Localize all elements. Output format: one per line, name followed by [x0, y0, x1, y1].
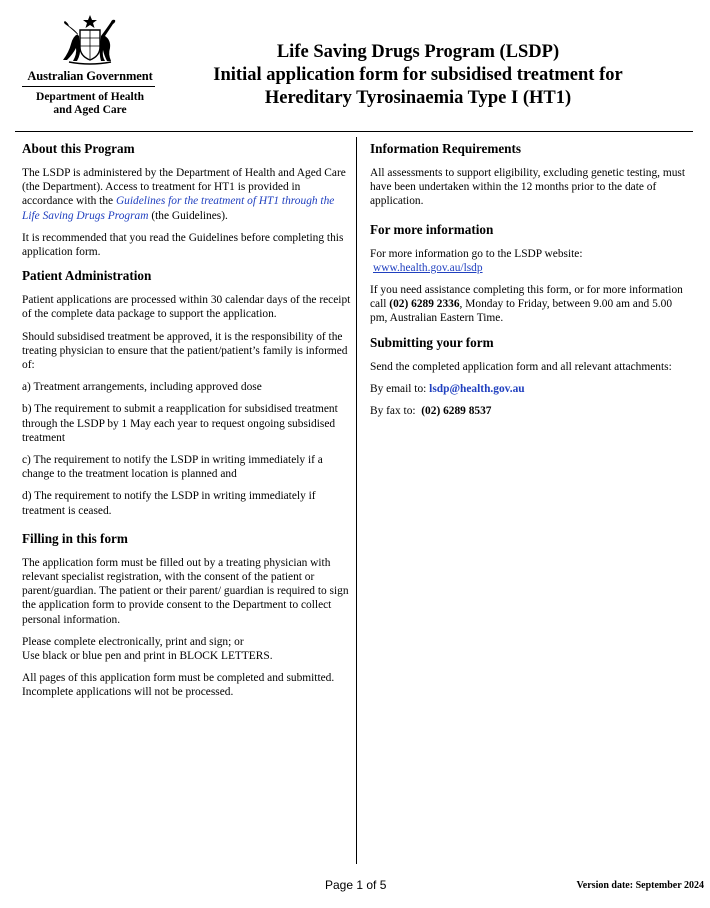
logo-divider	[22, 86, 155, 87]
about-heading: About this Program	[22, 141, 135, 156]
left-column	[22, 140, 352, 708]
government-name: Australian Government	[27, 69, 153, 83]
department-name	[20, 91, 160, 117]
guidelines-link[interactable]: Guidelines for the treatment of HT1 through the Life Saving Drugs Program	[22, 195, 335, 222]
info-requirements-heading: Information Requirements	[370, 141, 522, 156]
more-info-section	[370, 221, 685, 326]
header-divider	[15, 131, 693, 132]
about-section	[22, 140, 352, 259]
about-paragraph-1	[22, 166, 352, 223]
info-requirements-paragraph: All assessments to support eligibility, excluding genetic testing, must have been undertaken within the 12 months prior to the date of application.	[370, 167, 685, 208]
list-item: a) Treatment arrangements, including approved dose	[22, 381, 262, 394]
department-line-1: Department of Health	[36, 91, 144, 103]
email-line	[370, 382, 685, 396]
filling-paragraph-1: The application form must be filled out by a treating physician with relevant specialist registration, with the consent of the patient or parent/guardian. The patient or their parent/ guardian is required to sign the application form to provide consent to the Department to collect personal information.	[22, 556, 349, 626]
responsibility-list	[22, 380, 352, 518]
list-item: b) The requirement to submit a reapplication for subsidised treatment through the LSDP by 1 May each year to request ongoing subsidised treatment	[22, 403, 338, 444]
right-column	[370, 140, 685, 426]
title-line-1: Life Saving Drugs Program (LSDP)	[276, 42, 560, 62]
email-link[interactable]: lsdp@health.gov.au	[429, 382, 525, 395]
patient-admin-paragraph-2: Should subsidised treatment be approved, it is the responsibility of the treating physician to ensure that the patient/patient’s family is informed of:	[22, 330, 348, 372]
submitting-section	[370, 334, 685, 419]
list-item: d) The requirement to notify the LSDP in writing immediately if treatment is ceased.	[22, 490, 316, 517]
department-line-2: and Aged Care	[53, 104, 127, 116]
more-info-paragraph-1	[370, 247, 685, 275]
coat-of-arms-icon	[55, 14, 125, 66]
email-label: By email to:	[370, 382, 430, 395]
filling-paragraph-3: All pages of this application form must be completed and submitted. Incomplete applications will not be processed.	[22, 672, 335, 699]
submitting-heading: Submitting your form	[370, 334, 494, 350]
more-info-heading: For more information	[370, 221, 494, 237]
title-line-2: Initial application form for subsidised treatment for	[213, 65, 623, 85]
more-info-paragraph-2	[370, 283, 685, 326]
fax-label: By fax to:	[370, 405, 422, 418]
submitting-paragraph: Send the completed application form and all relevant attachments:	[370, 360, 672, 373]
column-divider	[356, 137, 357, 864]
page-number: Page 1 of 5	[325, 878, 387, 892]
about-paragraph-2: It is recommended that you read the Guidelines before completing this application form.	[22, 231, 344, 259]
fax-number: (02) 6289 8537	[421, 405, 492, 418]
filling-paragraph-2	[22, 635, 352, 663]
filling-section	[22, 530, 352, 700]
title-line-3: Hereditary Tyrosinaemia Type I (HT1)	[264, 88, 572, 108]
patient-admin-paragraph-1: Patient applications are processed within 30 calendar days of the receipt of the complete data package to support the application.	[22, 294, 351, 321]
page-header	[0, 0, 710, 132]
about-text-end: (the Guidelines).	[148, 209, 228, 222]
patient-admin-heading: Patient Administration	[22, 268, 152, 284]
filling-instruction-2: Use black or blue pen and print in BLOCK LETTERS.	[22, 650, 273, 663]
fax-line	[370, 404, 685, 418]
patient-admin-section	[22, 267, 352, 518]
website-link[interactable]: www.health.gov.au/lsdp	[373, 261, 483, 274]
list-item: c) The requirement to notify the LSDP in writing immediately if a change to the treatment location is planned and	[22, 454, 323, 481]
version-date: Version date: September 2024	[576, 880, 704, 891]
filling-heading: Filling in this form	[22, 530, 128, 546]
phone-number: (02) 6289 2336	[389, 298, 460, 311]
about-text: The LSDP is administered by the Department of Health and Aged Care (the Department). Access to treatment for HT1 is provided in accordance with the	[22, 167, 346, 208]
filling-instruction-1: Please complete electronically, print and sign; or	[22, 635, 244, 648]
assistance-text: If you need assistance completing this form, or for more information call	[370, 284, 683, 311]
info-requirements-section	[370, 140, 685, 209]
website-intro: For more information go to the LSDP website:	[370, 247, 583, 260]
form-title	[178, 41, 658, 110]
assistance-hours: , Monday to Friday, between 9.00 am and 5.00 pm, Australian Eastern Time.	[370, 298, 673, 325]
